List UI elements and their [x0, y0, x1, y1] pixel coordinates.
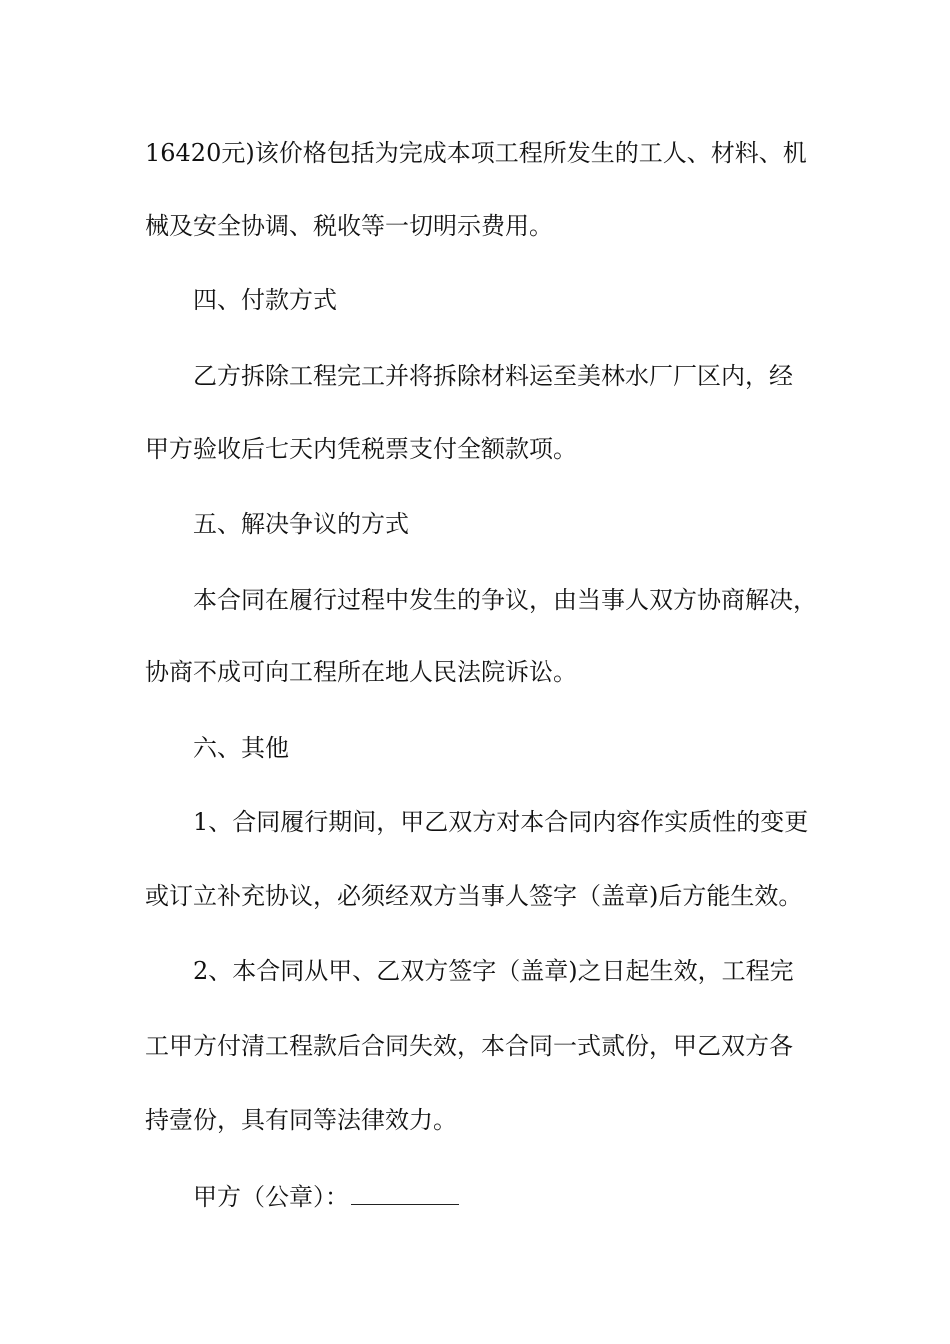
paragraph-line: 乙方拆除工程完工并将拆除材料运至美林水厂厂区内，经	[193, 362, 793, 390]
paragraph-line: 2、本合同从甲、乙双方签字（盖章)之日起生效，工程完	[193, 957, 794, 985]
paragraph-line: 工甲方付清工程款后合同失效，本合同一式贰份，甲乙双方各	[145, 1032, 793, 1060]
paragraph-line: 或订立补充协议，必须经双方当事人签字（盖章)后方能生效。	[145, 882, 803, 910]
paragraph-line: 本合同在履行过程中发生的争议，由当事人双方协商解决，	[193, 586, 817, 614]
section-heading-dispute: 五、解决争议的方式	[193, 510, 409, 538]
paragraph-line: 协商不成可向工程所在地人民法院诉讼。	[145, 658, 577, 686]
signature-label: 甲方（公章）：	[193, 1183, 349, 1211]
paragraph-line: 1、合同履行期间，甲乙双方对本合同内容作实质性的变更	[193, 808, 809, 836]
paragraph-line: 械及安全协调、税收等一切明示费用。	[145, 212, 553, 240]
section-heading-other: 六、其他	[193, 734, 289, 762]
signature-blank-line	[351, 1180, 459, 1205]
paragraph-line: 16420元)该价格包括为完成本项工程所发生的工人、材料、机	[145, 139, 807, 167]
signature-row	[193, 1180, 883, 1213]
paragraph-line: 持壹份，具有同等法律效力。	[145, 1106, 457, 1134]
paragraph-line: 甲方验收后七天内凭税票支付全额款项。	[145, 435, 577, 463]
section-heading-payment: 四、付款方式	[193, 286, 337, 314]
